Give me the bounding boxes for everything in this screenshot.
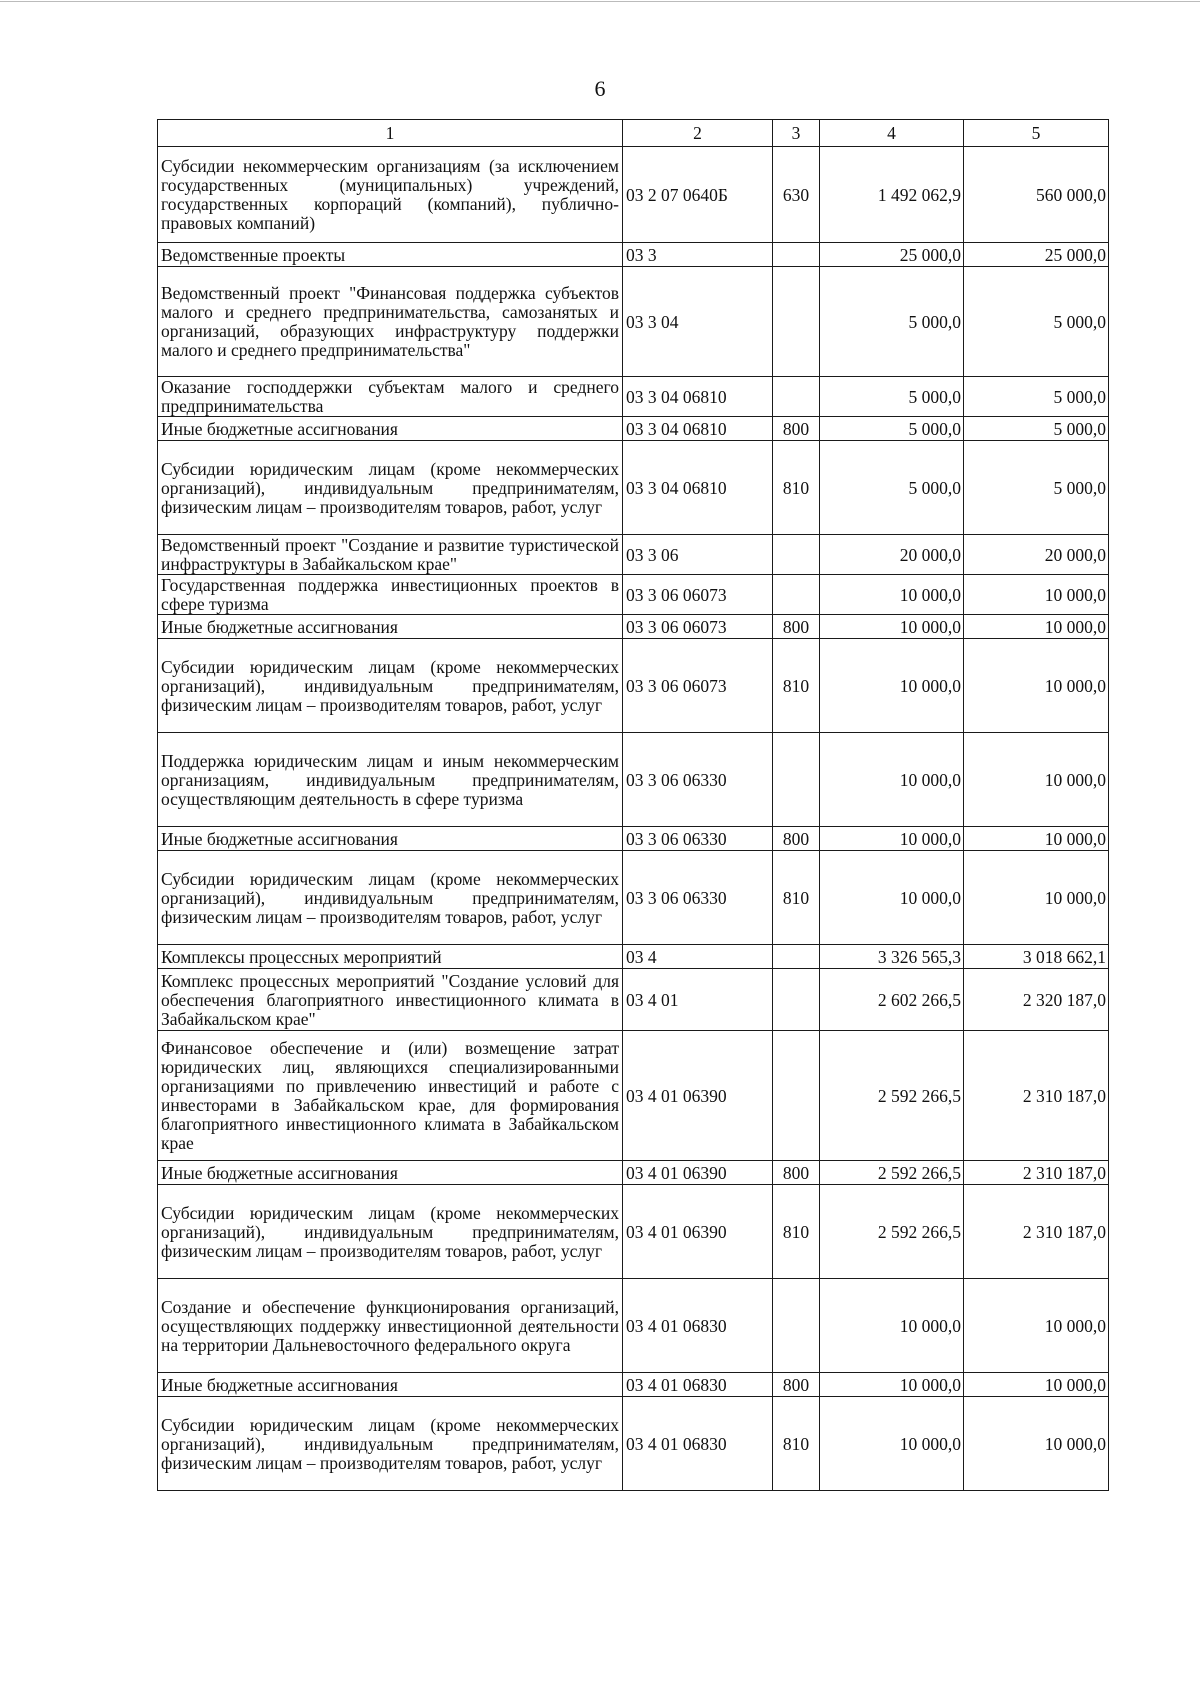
row-type-cell: 810 [773, 851, 820, 945]
row-value-2025-cell: 5 000,0 [964, 267, 1109, 377]
row-type-cell [773, 267, 820, 377]
row-type-cell: 800 [773, 417, 820, 441]
row-code-cell: 03 3 04 [623, 267, 773, 377]
table-row [158, 639, 1109, 733]
table-row [158, 1185, 1109, 1279]
row-code-cell: 03 4 01 [623, 969, 773, 1031]
row-value-2024-cell: 10 000,0 [820, 639, 964, 733]
row-code-cell: 03 3 06 06073 [623, 615, 773, 639]
row-value-2025-cell: 3 018 662,1 [964, 945, 1109, 969]
row-value-2025-cell: 2 320 187,0 [964, 969, 1109, 1031]
row-type-cell: 800 [773, 1161, 820, 1185]
table-row [158, 267, 1109, 377]
row-name-cell: Субсидии юридическим лицам (кроме некоммерческих организаций), индивидуальным предпринимателям, физическим лицам – производителям товаров, работ, услуг [158, 1185, 623, 1279]
table-body [158, 120, 1109, 1491]
row-value-2024-cell: 10 000,0 [820, 851, 964, 945]
table-row [158, 945, 1109, 969]
row-name-cell: Субсидии некоммерческим организациям (за исключением государственных (муниципальных) учреждений, государственных корпораций (компаний), публично-правовых компаний) [158, 147, 623, 243]
row-name-cell: Ведомственные проекты [158, 243, 623, 267]
table-row [158, 1397, 1109, 1491]
row-name-cell: Ведомственный проект "Создание и развитие туристической инфраструктуры в Забайкальском крае" [158, 535, 623, 575]
row-code-cell: 03 2 07 0640Б [623, 147, 773, 243]
table-row [158, 827, 1109, 851]
row-name-cell: Оказание господдержки субъектам малого и среднего предпринимательства [158, 377, 623, 417]
row-value-2024-cell: 10 000,0 [820, 733, 964, 827]
row-value-2024-cell: 10 000,0 [820, 575, 964, 615]
row-value-2024-cell: 5 000,0 [820, 377, 964, 417]
row-type-cell [773, 1279, 820, 1373]
row-value-2024-cell: 2 592 266,5 [820, 1031, 964, 1161]
row-type-cell: 810 [773, 1185, 820, 1279]
row-value-2025-cell: 10 000,0 [964, 575, 1109, 615]
row-code-cell: 03 4 01 06830 [623, 1397, 773, 1491]
row-value-2025-cell: 2 310 187,0 [964, 1031, 1109, 1161]
row-value-2025-cell: 10 000,0 [964, 615, 1109, 639]
table-row [158, 969, 1109, 1031]
row-code-cell: 03 3 [623, 243, 773, 267]
header-col-2: 2 [623, 120, 773, 147]
row-value-2025-cell: 5 000,0 [964, 377, 1109, 417]
row-name-cell: Поддержка юридическим лицам и иным некоммерческим организациям, индивидуальным предпринимателям, осуществляющим деятельность в сфере туризма [158, 733, 623, 827]
row-value-2024-cell: 10 000,0 [820, 1279, 964, 1373]
row-name-cell: Финансовое обеспечение и (или) возмещение затрат юридических лиц, являющихся специализированными организациями по привлечению инвестиций и работе с инвесторами в Забайкальском крае, для формирования благоприятного инвестиционного климата в Забайкальском крае [158, 1031, 623, 1161]
row-name-cell: Создание и обеспечение функционирования организаций, осуществляющих поддержку инвестиционной деятельности на территории Дальневосточного федерального округа [158, 1279, 623, 1373]
row-value-2024-cell: 2 592 266,5 [820, 1161, 964, 1185]
row-value-2025-cell: 2 310 187,0 [964, 1161, 1109, 1185]
row-name-cell: Субсидии юридическим лицам (кроме некоммерческих организаций), индивидуальным предпринимателям, физическим лицам – производителям товаров, работ, услуг [158, 1397, 623, 1491]
table-row [158, 535, 1109, 575]
row-value-2025-cell: 10 000,0 [964, 827, 1109, 851]
row-type-cell: 810 [773, 639, 820, 733]
row-type-cell: 800 [773, 827, 820, 851]
table-row [158, 733, 1109, 827]
budget-table [157, 119, 1109, 1491]
row-code-cell: 03 3 04 06810 [623, 417, 773, 441]
row-code-cell: 03 3 04 06810 [623, 377, 773, 417]
header-col-4: 4 [820, 120, 964, 147]
table-row [158, 851, 1109, 945]
row-value-2025-cell: 20 000,0 [964, 535, 1109, 575]
table-row [158, 1161, 1109, 1185]
row-value-2025-cell: 5 000,0 [964, 417, 1109, 441]
row-type-cell [773, 1031, 820, 1161]
row-type-cell: 800 [773, 1373, 820, 1397]
row-value-2024-cell: 3 326 565,3 [820, 945, 964, 969]
row-value-2025-cell: 2 310 187,0 [964, 1185, 1109, 1279]
row-type-cell [773, 945, 820, 969]
row-name-cell: Субсидии юридическим лицам (кроме некоммерческих организаций), индивидуальным предпринимателям, физическим лицам – производителям товаров, работ, услуг [158, 441, 623, 535]
row-name-cell: Иные бюджетные ассигнования [158, 1373, 623, 1397]
row-code-cell: 03 3 06 06073 [623, 639, 773, 733]
table-row [158, 1373, 1109, 1397]
header-col-3: 3 [773, 120, 820, 147]
row-value-2025-cell: 10 000,0 [964, 1279, 1109, 1373]
row-code-cell: 03 3 04 06810 [623, 441, 773, 535]
row-name-cell: Иные бюджетные ассигнования [158, 827, 623, 851]
row-value-2024-cell: 20 000,0 [820, 535, 964, 575]
table-row [158, 441, 1109, 535]
row-name-cell: Иные бюджетные ассигнования [158, 417, 623, 441]
header-col-1: 1 [158, 120, 623, 147]
row-code-cell: 03 4 01 06830 [623, 1373, 773, 1397]
row-name-cell: Субсидии юридическим лицам (кроме некоммерческих организаций), индивидуальным предпринимателям, физическим лицам – производителям товаров, работ, услуг [158, 851, 623, 945]
row-value-2024-cell: 10 000,0 [820, 827, 964, 851]
row-value-2025-cell: 10 000,0 [964, 639, 1109, 733]
row-value-2025-cell: 10 000,0 [964, 733, 1109, 827]
row-type-cell [773, 535, 820, 575]
table-row [158, 377, 1109, 417]
row-code-cell: 03 3 06 06073 [623, 575, 773, 615]
row-type-cell: 810 [773, 1397, 820, 1491]
row-value-2025-cell: 560 000,0 [964, 147, 1109, 243]
row-code-cell: 03 4 01 06390 [623, 1031, 773, 1161]
table-row [158, 417, 1109, 441]
row-value-2025-cell: 10 000,0 [964, 1373, 1109, 1397]
row-code-cell: 03 4 01 06830 [623, 1279, 773, 1373]
table-row [158, 575, 1109, 615]
table-row [158, 1031, 1109, 1161]
table-row [158, 615, 1109, 639]
row-value-2024-cell: 10 000,0 [820, 615, 964, 639]
row-value-2024-cell: 5 000,0 [820, 267, 964, 377]
row-value-2024-cell: 1 492 062,9 [820, 147, 964, 243]
row-value-2024-cell: 25 000,0 [820, 243, 964, 267]
row-type-cell [773, 733, 820, 827]
row-type-cell [773, 243, 820, 267]
page-edge-line [0, 1, 1200, 2]
row-code-cell: 03 3 06 06330 [623, 733, 773, 827]
table-row [158, 243, 1109, 267]
row-value-2024-cell: 10 000,0 [820, 1397, 964, 1491]
row-value-2024-cell: 2 602 266,5 [820, 969, 964, 1031]
row-name-cell: Ведомственный проект "Финансовая поддержка субъектов малого и среднего предпринимательства, самозанятых и организаций, образующих инфраструктуру поддержки малого и среднего предпринимательства" [158, 267, 623, 377]
row-type-cell [773, 575, 820, 615]
row-type-cell: 800 [773, 615, 820, 639]
header-col-5: 5 [964, 120, 1109, 147]
row-name-cell: Государственная поддержка инвестиционных проектов в сфере туризма [158, 575, 623, 615]
row-code-cell: 03 3 06 [623, 535, 773, 575]
row-type-cell [773, 377, 820, 417]
table-header-row [158, 120, 1109, 147]
row-value-2024-cell: 10 000,0 [820, 1373, 964, 1397]
row-code-cell: 03 4 01 06390 [623, 1185, 773, 1279]
row-code-cell: 03 3 06 06330 [623, 851, 773, 945]
row-name-cell: Иные бюджетные ассигнования [158, 1161, 623, 1185]
row-value-2024-cell: 2 592 266,5 [820, 1185, 964, 1279]
row-code-cell: 03 4 01 06390 [623, 1161, 773, 1185]
table-row [158, 1279, 1109, 1373]
row-name-cell: Комплекс процессных мероприятий "Создание условий для обеспечения благоприятного инвестиционного климата в Забайкальском крае" [158, 969, 623, 1031]
row-name-cell: Иные бюджетные ассигнования [158, 615, 623, 639]
row-name-cell: Субсидии юридическим лицам (кроме некоммерческих организаций), индивидуальным предпринимателям, физическим лицам – производителям товаров, работ, услуг [158, 639, 623, 733]
row-type-cell: 810 [773, 441, 820, 535]
row-code-cell: 03 4 [623, 945, 773, 969]
row-value-2025-cell: 10 000,0 [964, 1397, 1109, 1491]
row-type-cell: 630 [773, 147, 820, 243]
row-value-2025-cell: 10 000,0 [964, 851, 1109, 945]
row-type-cell [773, 969, 820, 1031]
row-value-2025-cell: 25 000,0 [964, 243, 1109, 267]
row-code-cell: 03 3 06 06330 [623, 827, 773, 851]
row-value-2024-cell: 5 000,0 [820, 417, 964, 441]
row-value-2025-cell: 5 000,0 [964, 441, 1109, 535]
row-name-cell: Комплексы процессных мероприятий [158, 945, 623, 969]
row-value-2024-cell: 5 000,0 [820, 441, 964, 535]
page-number: 6 [594, 76, 606, 101]
table-row [158, 147, 1109, 243]
